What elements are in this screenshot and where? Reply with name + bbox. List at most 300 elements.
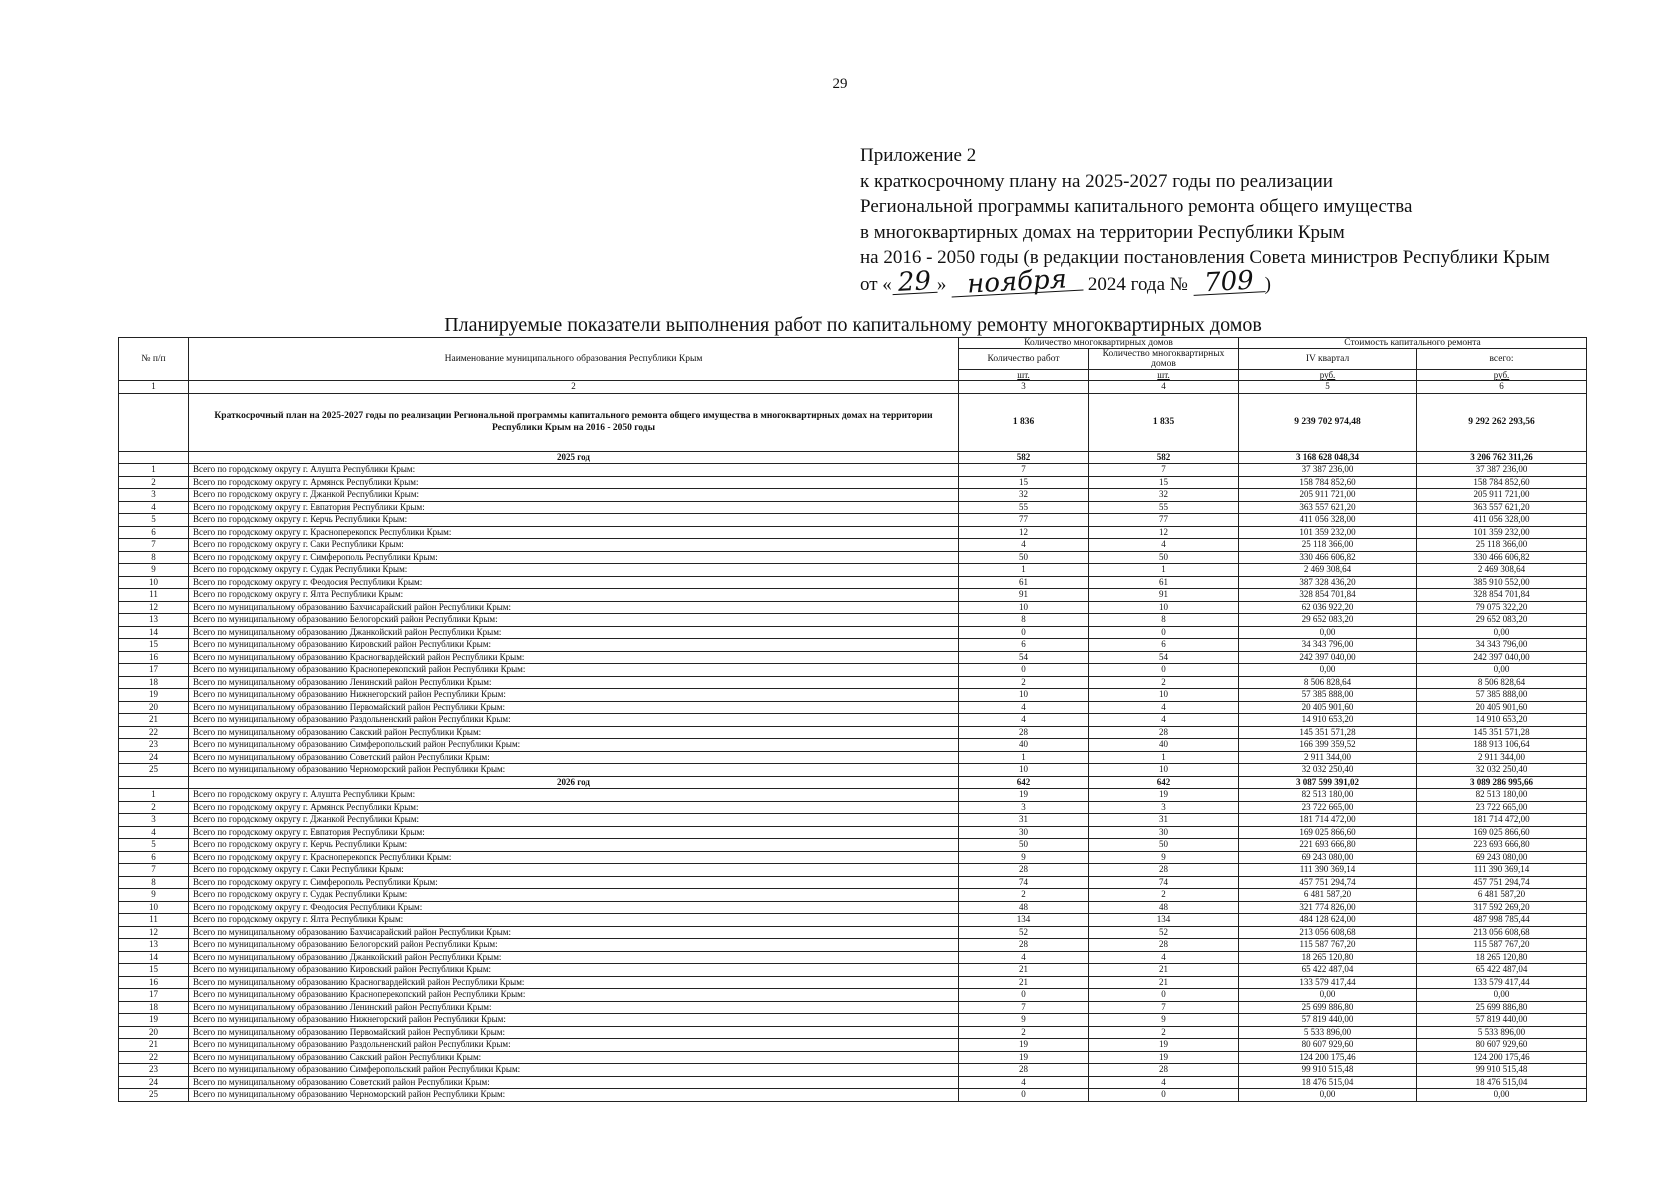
row-number: 20 — [119, 701, 189, 714]
resolution-date-line — [860, 263, 1660, 300]
row-number: 4 — [119, 826, 189, 839]
municipality-name: Всего по муниципальному образованию Нижнегорский район Республики Крым: — [189, 689, 959, 702]
page-number: 29 — [832, 76, 848, 92]
total-cost: 57 819 440,00 — [1417, 1014, 1587, 1027]
houses-count: 8 — [1089, 614, 1239, 627]
total-cost: 18 265 120,80 — [1417, 951, 1587, 964]
municipality-name: Всего по муниципальному образованию Симферопольский район Республики Крым: — [189, 1064, 959, 1077]
row-number: 23 — [119, 1064, 189, 1077]
q4-cost: 111 390 369,14 — [1239, 864, 1417, 877]
works-count: 0 — [959, 664, 1089, 677]
appendix-line: в многоквартирных домах на территории Республики Крым — [860, 221, 1345, 243]
total-cost: 328 854 701,84 — [1417, 589, 1587, 602]
q4-cost: 20 405 901,60 — [1239, 701, 1417, 714]
houses-count: 7 — [1089, 1001, 1239, 1014]
table-row — [119, 851, 1587, 864]
table-row — [119, 951, 1587, 964]
total-cost: 223 693 666,80 — [1417, 839, 1587, 852]
q4-cost: 25 699 886,80 — [1239, 1001, 1417, 1014]
municipality-name: Всего по городскому округу г. Судак Республики Крым: — [189, 889, 959, 902]
municipality-name: Всего по городскому округу г. Красноперекопск Республики Крым: — [189, 526, 959, 539]
total-cost: 242 397 040,00 — [1417, 651, 1587, 664]
row-number: 11 — [119, 589, 189, 602]
row-number: 12 — [119, 601, 189, 614]
table-row — [119, 814, 1587, 827]
municipality-name: Всего по муниципальному образованию Ленинский район Республики Крым: — [189, 1001, 959, 1014]
houses-count: 91 — [1089, 589, 1239, 602]
houses-count: 3 — [1089, 801, 1239, 814]
municipality-name: Всего по муниципальному образованию Симферопольский район Республики Крым: — [189, 739, 959, 752]
row-number: 6 — [119, 526, 189, 539]
municipality-name: Всего по муниципальному образованию Советский район Республики Крым: — [189, 751, 959, 764]
works-count: 30 — [959, 826, 1089, 839]
works-count: 32 — [959, 489, 1089, 502]
works-count: 52 — [959, 926, 1089, 939]
year-num — [119, 451, 189, 464]
houses-count: 0 — [1089, 989, 1239, 1002]
row-number: 3 — [119, 489, 189, 502]
table-row — [119, 501, 1587, 514]
municipality-name: Всего по городскому округу г. Симферополь Республики Крым: — [189, 551, 959, 564]
table-row — [119, 551, 1587, 564]
year-works: 582 — [959, 451, 1089, 464]
q4-cost: 411 056 328,00 — [1239, 514, 1417, 527]
works-count: 40 — [959, 739, 1089, 752]
table-row — [119, 889, 1587, 902]
works-count: 4 — [959, 714, 1089, 727]
appendix-line: к краткосрочному плану на 2025-2027 годы по реализации — [860, 170, 1333, 192]
table-row — [119, 1089, 1587, 1102]
municipality-name: Всего по городскому округу г. Евпатория Республики Крым: — [189, 826, 959, 839]
municipality-name: Всего по городскому округу г. Евпатория Республики Крым: — [189, 501, 959, 514]
municipality-name: Всего по городскому округу г. Алушта Республики Крым: — [189, 464, 959, 477]
table-row — [119, 939, 1587, 952]
q4-cost: 484 128 624,00 — [1239, 914, 1417, 927]
q4-cost: 133 579 417,44 — [1239, 976, 1417, 989]
houses-count: 15 — [1089, 476, 1239, 489]
q4-cost: 57 819 440,00 — [1239, 1014, 1417, 1027]
municipality-name: Всего по муниципальному образованию Черноморский район Республики Крым: — [189, 1089, 959, 1102]
row-number: 21 — [119, 714, 189, 727]
column-index: 4 — [1089, 381, 1239, 394]
works-count: 21 — [959, 976, 1089, 989]
q4-cost: 25 118 366,00 — [1239, 539, 1417, 552]
works-count: 31 — [959, 814, 1089, 827]
row-number: 4 — [119, 501, 189, 514]
q4-cost: 57 385 888,00 — [1239, 689, 1417, 702]
municipality-name: Всего по городскому округу г. Армянск Республики Крым: — [189, 476, 959, 489]
total-cost: 124 200 175,46 — [1417, 1051, 1587, 1064]
q4-cost: 2 469 308,64 — [1239, 564, 1417, 577]
municipality-name: Всего по городскому округу г. Саки Республики Крым: — [189, 539, 959, 552]
total-cost: 188 913 106,64 — [1417, 739, 1587, 752]
works-count: 9 — [959, 1014, 1089, 1027]
year-works: 642 — [959, 776, 1089, 789]
header-houses: Количество многоквартирных домов — [1089, 349, 1239, 370]
works-count: 2 — [959, 1026, 1089, 1039]
q4-cost: 34 343 796,00 — [1239, 639, 1417, 652]
q4-cost: 158 784 852,60 — [1239, 476, 1417, 489]
works-count: 10 — [959, 601, 1089, 614]
works-count: 2 — [959, 676, 1089, 689]
total-cost: 57 385 888,00 — [1417, 689, 1587, 702]
row-number: 7 — [119, 864, 189, 877]
total-cost: 411 056 328,00 — [1417, 514, 1587, 527]
column-index: 6 — [1417, 381, 1587, 394]
houses-count: 4 — [1089, 1076, 1239, 1089]
works-count: 19 — [959, 1039, 1089, 1052]
municipality-name: Всего по городскому округу г. Керчь Республики Крым: — [189, 514, 959, 527]
row-number: 23 — [119, 739, 189, 752]
q4-cost: 115 587 767,20 — [1239, 939, 1417, 952]
unit-total: руб. — [1417, 370, 1587, 381]
table-row — [119, 576, 1587, 589]
column-index: 1 — [119, 381, 189, 394]
q4-cost: 328 854 701,84 — [1239, 589, 1417, 602]
total-cost: 145 351 571,28 — [1417, 726, 1587, 739]
works-count: 21 — [959, 964, 1089, 977]
total-cost: 181 714 472,00 — [1417, 814, 1587, 827]
works-count: 19 — [959, 789, 1089, 802]
q4-cost: 23 722 665,00 — [1239, 801, 1417, 814]
houses-count: 1 — [1089, 564, 1239, 577]
houses-count: 4 — [1089, 714, 1239, 727]
houses-count: 61 — [1089, 576, 1239, 589]
row-number: 13 — [119, 614, 189, 627]
total-cost: 115 587 767,20 — [1417, 939, 1587, 952]
table-row — [119, 864, 1587, 877]
appendix-line: Приложение 2 — [860, 145, 977, 166]
municipality-name: Всего по муниципальному образованию Первомайский район Республики Крым: — [189, 1026, 959, 1039]
houses-count: 0 — [1089, 626, 1239, 639]
total-cost: 99 910 515,48 — [1417, 1064, 1587, 1077]
municipality-name: Всего по муниципальному образованию Красногвардейский район Республики Крым: — [189, 976, 959, 989]
date-mid: » — [936, 273, 947, 295]
municipality-name: Всего по муниципальному образованию Первомайский район Республики Крым: — [189, 701, 959, 714]
table-body — [119, 381, 1587, 1102]
year-2026-row — [119, 776, 1587, 789]
municipality-name: Всего по муниципальному образованию Кировский район Республики Крым: — [189, 964, 959, 977]
total-cost: 6 481 587,20 — [1417, 889, 1587, 902]
houses-count: 52 — [1089, 926, 1239, 939]
works-count: 0 — [959, 989, 1089, 1002]
municipality-name: Всего по городскому округу г. Феодосия Республики Крым: — [189, 576, 959, 589]
table-row — [119, 964, 1587, 977]
row-number: 19 — [119, 689, 189, 702]
table-row — [119, 526, 1587, 539]
works-count: 61 — [959, 576, 1089, 589]
q4-cost: 0,00 — [1239, 664, 1417, 677]
header-name: Наименование муниципального образования Республики Крым — [189, 338, 959, 381]
q4-cost: 62 036 922,20 — [1239, 601, 1417, 614]
table-row — [119, 651, 1587, 664]
header-group-count: Количество многоквартирных домов — [959, 338, 1239, 349]
houses-count: 4 — [1089, 701, 1239, 714]
total-cost: 169 025 866,60 — [1417, 826, 1587, 839]
total-cost: 0,00 — [1417, 989, 1587, 1002]
q4-cost: 0,00 — [1239, 989, 1417, 1002]
works-count: 50 — [959, 551, 1089, 564]
houses-count: 50 — [1089, 551, 1239, 564]
table-row — [119, 539, 1587, 552]
houses-count: 2 — [1089, 1026, 1239, 1039]
municipality-name: Всего по муниципальному образованию Раздольненский район Республики Крым: — [189, 1039, 959, 1052]
works-count: 10 — [959, 689, 1089, 702]
header-q4: IV квартал — [1239, 349, 1417, 370]
row-number: 25 — [119, 764, 189, 777]
summary-description: Краткосрочный план на 2025-2027 годы по реализации Региональной программы капитального ремонта общего имущества в многоквартирных домах на территории Республики Крым на 2016 - 2050 годы — [189, 393, 959, 451]
date-year-text: 2024 года № — [1087, 273, 1188, 295]
total-cost: 79 075 322,20 — [1417, 601, 1587, 614]
row-number: 16 — [119, 651, 189, 664]
table-row — [119, 926, 1587, 939]
row-number: 10 — [119, 576, 189, 589]
table-row — [119, 689, 1587, 702]
handwritten-day: 29 — [891, 269, 937, 294]
houses-count: 9 — [1089, 851, 1239, 864]
houses-count: 21 — [1089, 964, 1239, 977]
q4-cost: 14 910 653,20 — [1239, 714, 1417, 727]
works-count: 12 — [959, 526, 1089, 539]
q4-cost: 80 607 929,60 — [1239, 1039, 1417, 1052]
works-count: 3 — [959, 801, 1089, 814]
total-cost: 29 652 083,20 — [1417, 614, 1587, 627]
table-row — [119, 764, 1587, 777]
municipality-name: Всего по муниципальному образованию Джанкойский район Республики Крым: — [189, 951, 959, 964]
table-row — [119, 876, 1587, 889]
table-row — [119, 639, 1587, 652]
table-header — [119, 338, 1587, 381]
houses-count: 9 — [1089, 1014, 1239, 1027]
total-cost: 69 243 080,00 — [1417, 851, 1587, 864]
year-label: 2026 год — [189, 776, 959, 789]
works-count: 0 — [959, 1089, 1089, 1102]
year-q4: 3 087 599 391,02 — [1239, 776, 1417, 789]
q4-cost: 145 351 571,28 — [1239, 726, 1417, 739]
row-number: 20 — [119, 1026, 189, 1039]
table-row — [119, 1039, 1587, 1052]
row-number: 22 — [119, 726, 189, 739]
header-group-cost: Стоимость капитального ремонта — [1239, 338, 1587, 349]
row-number: 16 — [119, 976, 189, 989]
municipality-name: Всего по муниципальному образованию Сакский район Республики Крым: — [189, 1051, 959, 1064]
municipality-name: Всего по городскому округу г. Ялта Республики Крым: — [189, 589, 959, 602]
appendix-header — [860, 143, 1660, 300]
works-count: 55 — [959, 501, 1089, 514]
houses-count: 30 — [1089, 826, 1239, 839]
row-number: 15 — [119, 639, 189, 652]
q4-cost: 101 359 232,00 — [1239, 526, 1417, 539]
year-num — [119, 776, 189, 789]
table-row — [119, 751, 1587, 764]
row-number: 15 — [119, 964, 189, 977]
row-number: 12 — [119, 926, 189, 939]
q4-cost: 29 652 083,20 — [1239, 614, 1417, 627]
q4-cost: 387 328 436,20 — [1239, 576, 1417, 589]
table-row — [119, 739, 1587, 752]
works-count: 54 — [959, 651, 1089, 664]
works-count: 4 — [959, 701, 1089, 714]
works-count: 7 — [959, 1001, 1089, 1014]
houses-count: 28 — [1089, 864, 1239, 877]
table-row — [119, 1051, 1587, 1064]
houses-count: 54 — [1089, 651, 1239, 664]
works-count: 74 — [959, 876, 1089, 889]
q4-cost: 330 466 606,82 — [1239, 551, 1417, 564]
row-number: 11 — [119, 914, 189, 927]
q4-cost: 0,00 — [1239, 1089, 1417, 1102]
houses-count: 19 — [1089, 1051, 1239, 1064]
appendix-line: на 2016 - 2050 годы (в редакции постановления Совета министров Республики Крым — [860, 247, 1550, 268]
q4-cost: 18 265 120,80 — [1239, 951, 1417, 964]
row-number: 9 — [119, 564, 189, 577]
year-houses: 582 — [1089, 451, 1239, 464]
table-row — [119, 901, 1587, 914]
houses-count: 32 — [1089, 489, 1239, 502]
municipality-name: Всего по городскому округу г. Джанкой Республики Крым: — [189, 489, 959, 502]
municipality-name: Всего по городскому округу г. Керчь Республики Крым: — [189, 839, 959, 852]
summary-works: 1 836 — [959, 393, 1089, 451]
column-index: 2 — [189, 381, 959, 394]
municipality-name: Всего по муниципальному образованию Белогорский район Республики Крым: — [189, 939, 959, 952]
total-cost: 82 513 180,00 — [1417, 789, 1587, 802]
municipality-name: Всего по муниципальному образованию Раздольненский район Республики Крым: — [189, 714, 959, 727]
row-number: 24 — [119, 1076, 189, 1089]
year-total: 3 206 762 311,26 — [1417, 451, 1587, 464]
works-count: 2 — [959, 889, 1089, 902]
houses-count: 10 — [1089, 764, 1239, 777]
q4-cost: 242 397 040,00 — [1239, 651, 1417, 664]
total-cost: 25 699 886,80 — [1417, 1001, 1587, 1014]
table-row — [119, 839, 1587, 852]
works-count: 7 — [959, 464, 1089, 477]
municipality-name: Всего по городскому округу г. Феодосия Республики Крым: — [189, 901, 959, 914]
table-row — [119, 976, 1587, 989]
q4-cost: 457 751 294,74 — [1239, 876, 1417, 889]
row-number: 2 — [119, 801, 189, 814]
q4-cost: 18 476 515,04 — [1239, 1076, 1417, 1089]
table-row — [119, 614, 1587, 627]
municipality-name: Всего по муниципальному образованию Белогорский район Республики Крым: — [189, 614, 959, 627]
municipality-name: Всего по муниципальному образованию Нижнегорский район Республики Крым: — [189, 1014, 959, 1027]
municipality-name: Всего по муниципальному образованию Красноперекопский район Республики Крым: — [189, 989, 959, 1002]
houses-count: 21 — [1089, 976, 1239, 989]
municipality-name: Всего по городскому округу г. Симферополь Республики Крым: — [189, 876, 959, 889]
municipality-name: Всего по городскому округу г. Алушта Республики Крым: — [189, 789, 959, 802]
table-row — [119, 914, 1587, 927]
q4-cost: 2 911 344,00 — [1239, 751, 1417, 764]
q4-cost: 221 693 666,80 — [1239, 839, 1417, 852]
year-2025-row — [119, 451, 1587, 464]
total-cost: 101 359 232,00 — [1417, 526, 1587, 539]
works-count: 15 — [959, 476, 1089, 489]
row-number: 21 — [119, 1039, 189, 1052]
row-number: 19 — [119, 1014, 189, 1027]
table-row — [119, 1014, 1587, 1027]
works-count: 1 — [959, 564, 1089, 577]
total-cost: 23 722 665,00 — [1417, 801, 1587, 814]
total-cost: 25 118 366,00 — [1417, 539, 1587, 552]
summary-num — [119, 393, 189, 451]
table-row — [119, 664, 1587, 677]
table-row — [119, 714, 1587, 727]
total-cost: 32 032 250,40 — [1417, 764, 1587, 777]
houses-count: 2 — [1089, 889, 1239, 902]
houses-count: 28 — [1089, 1064, 1239, 1077]
total-cost: 34 343 796,00 — [1417, 639, 1587, 652]
q4-cost: 363 557 621,20 — [1239, 501, 1417, 514]
table-row — [119, 626, 1587, 639]
summary-row — [119, 393, 1587, 451]
row-number: 25 — [119, 1089, 189, 1102]
year-total: 3 089 286 995,66 — [1417, 776, 1587, 789]
row-number: 6 — [119, 851, 189, 864]
works-count: 91 — [959, 589, 1089, 602]
q4-cost: 69 243 080,00 — [1239, 851, 1417, 864]
municipality-name: Всего по муниципальному образованию Сакский район Республики Крым: — [189, 726, 959, 739]
table-row — [119, 826, 1587, 839]
q4-cost: 65 422 487,04 — [1239, 964, 1417, 977]
q4-cost: 82 513 180,00 — [1239, 789, 1417, 802]
total-cost: 80 607 929,60 — [1417, 1039, 1587, 1052]
table-row — [119, 1064, 1587, 1077]
row-number: 2 — [119, 476, 189, 489]
total-cost: 205 911 721,00 — [1417, 489, 1587, 502]
houses-count: 31 — [1089, 814, 1239, 827]
houses-count: 10 — [1089, 601, 1239, 614]
total-cost: 0,00 — [1417, 664, 1587, 677]
year-q4: 3 168 628 048,34 — [1239, 451, 1417, 464]
total-cost: 457 751 294,74 — [1417, 876, 1587, 889]
row-number: 10 — [119, 901, 189, 914]
works-count: 50 — [959, 839, 1089, 852]
total-cost: 133 579 417,44 — [1417, 976, 1587, 989]
total-cost: 8 506 828,64 — [1417, 676, 1587, 689]
q4-cost: 321 774 826,00 — [1239, 901, 1417, 914]
q4-cost: 213 056 608,68 — [1239, 926, 1417, 939]
municipality-name: Всего по муниципальному образованию Бахчисарайский район Республики Крым: — [189, 926, 959, 939]
q4-cost: 5 533 896,00 — [1239, 1026, 1417, 1039]
row-number: 1 — [119, 789, 189, 802]
houses-count: 4 — [1089, 951, 1239, 964]
total-cost: 20 405 901,60 — [1417, 701, 1587, 714]
municipality-name: Всего по муниципальному образованию Советский район Республики Крым: — [189, 1076, 959, 1089]
column-index: 5 — [1239, 381, 1417, 394]
q4-cost: 181 714 472,00 — [1239, 814, 1417, 827]
summary-q4: 9 239 702 974,48 — [1239, 393, 1417, 451]
date-prefix: от « — [860, 273, 892, 295]
table-row — [119, 464, 1587, 477]
summary-houses: 1 835 — [1089, 393, 1239, 451]
row-number: 3 — [119, 814, 189, 827]
houses-count: 134 — [1089, 914, 1239, 927]
q4-cost: 0,00 — [1239, 626, 1417, 639]
q4-cost: 99 910 515,48 — [1239, 1064, 1417, 1077]
total-cost: 111 390 369,14 — [1417, 864, 1587, 877]
row-number: 22 — [119, 1051, 189, 1064]
unit-q4: руб. — [1239, 370, 1417, 381]
municipality-name: Всего по муниципальному образованию Джанкойский район Республики Крым: — [189, 626, 959, 639]
municipality-name: Всего по муниципальному образованию Черноморский район Республики Крым: — [189, 764, 959, 777]
header-works: Количество работ — [959, 349, 1089, 370]
works-count: 4 — [959, 1076, 1089, 1089]
q4-cost: 32 032 250,40 — [1239, 764, 1417, 777]
works-count: 4 — [959, 951, 1089, 964]
municipality-name: Всего по городскому округу г. Армянск Республики Крым: — [189, 801, 959, 814]
houses-count: 55 — [1089, 501, 1239, 514]
row-number: 9 — [119, 889, 189, 902]
works-count: 28 — [959, 864, 1089, 877]
